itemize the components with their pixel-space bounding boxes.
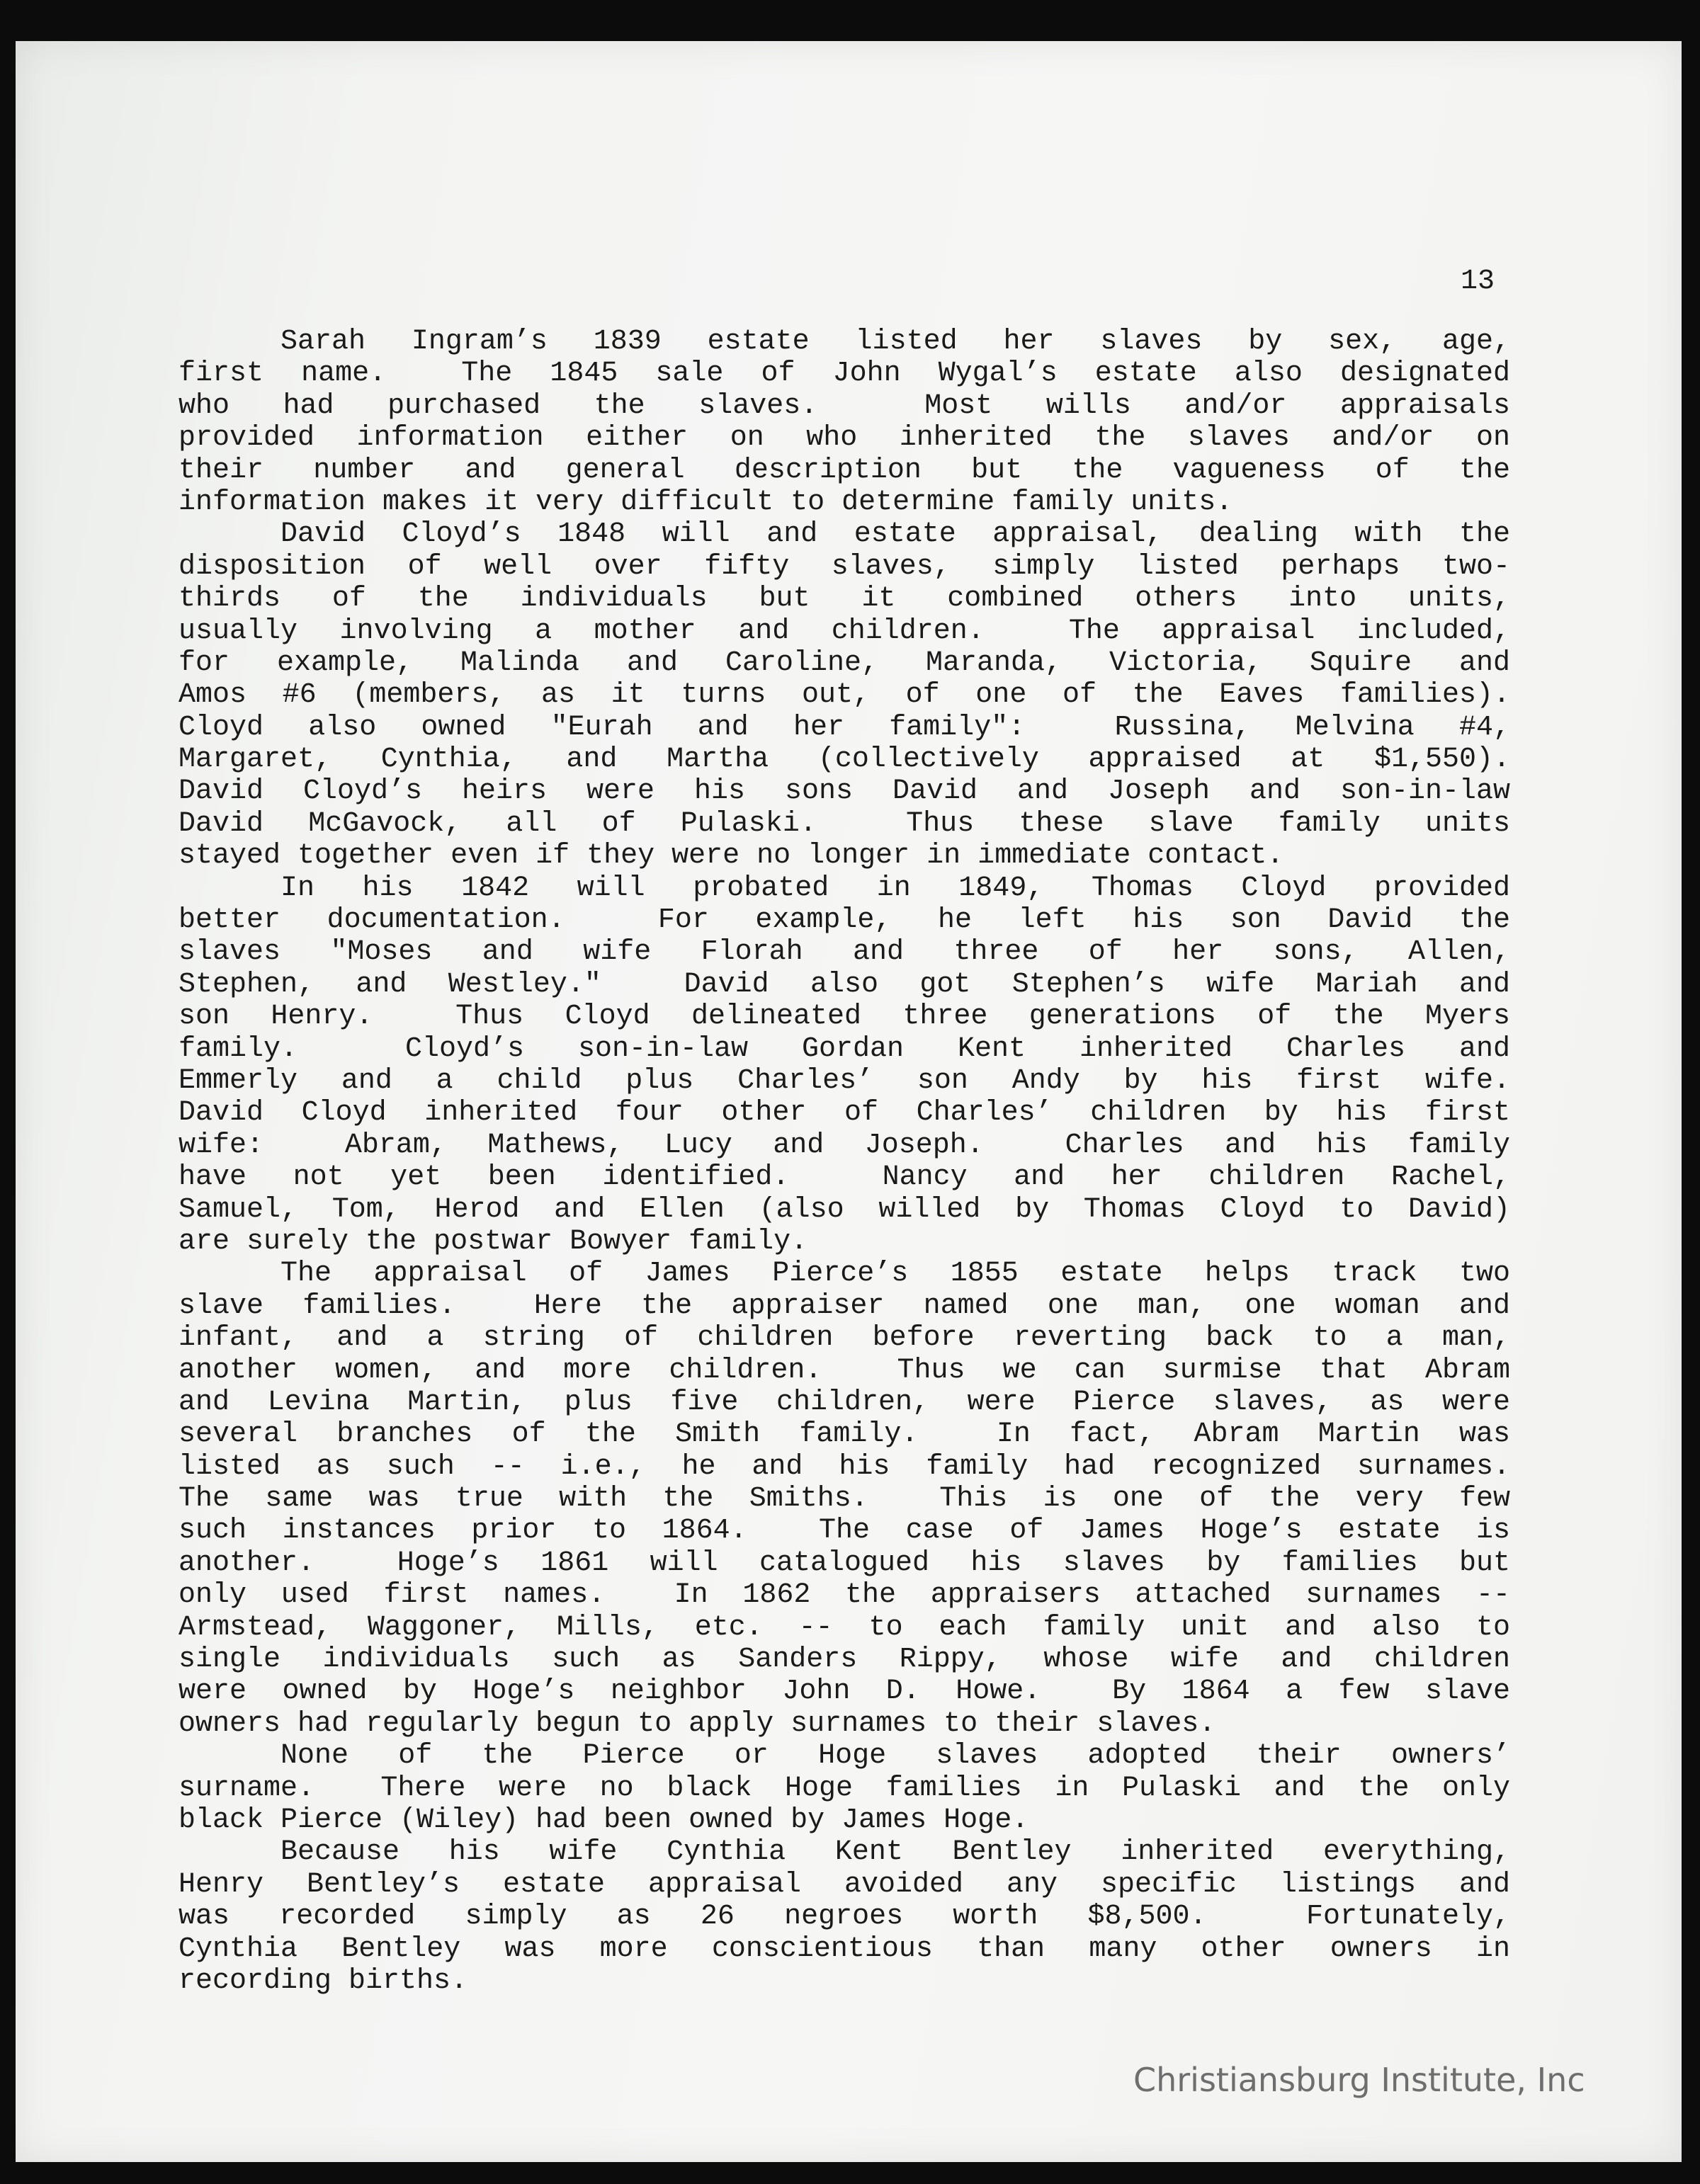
text-line: first name. The 1845 sale of John Wygal’s estate also designated bbox=[178, 358, 1510, 390]
text-line: infant, and a string of children before reverting back to a man, bbox=[178, 1322, 1510, 1355]
text-line: better documentation. For example, he left his son David the bbox=[178, 904, 1510, 937]
text-line: such instances prior to 1864. The case of James Hoge’s estate is bbox=[178, 1515, 1510, 1547]
document-page bbox=[16, 41, 1682, 2162]
text-line: black Pierce (Wiley) had been owned by James Hoge. bbox=[178, 1804, 1029, 1836]
text-line: David Cloyd inherited four other of Charles’ children by his first bbox=[178, 1097, 1510, 1130]
text-line: their number and general description but the vagueness of the bbox=[178, 454, 1510, 487]
text-line: None of the Pierce or Hoge slaves adopted their owners’ bbox=[280, 1740, 1510, 1773]
text-line: recording births. bbox=[178, 1964, 468, 1997]
text-line: thirds of the individuals but it combined others into units, bbox=[178, 583, 1510, 615]
text-line: are surely the postwar Bowyer family. bbox=[178, 1225, 808, 1258]
text-line: disposition of well over fifty slaves, simply listed perhaps two- bbox=[178, 550, 1510, 583]
text-line: listed as such -- i.e., he and his family had recognized surnames. bbox=[178, 1450, 1510, 1483]
text-line: another women, and more children. Thus we can surmise that Abram bbox=[178, 1354, 1510, 1387]
text-line: Stephen, and Westley." David also got Stephen’s wife Mariah and bbox=[178, 968, 1510, 1001]
text-line: Henry Bentley’s estate appraisal avoided any specific listings and bbox=[178, 1868, 1510, 1901]
body-text bbox=[178, 326, 1510, 1997]
text-line: Cloyd also owned "Eurah and her family": Russina, Melvina #4, bbox=[178, 711, 1510, 744]
text-line: David McGavock, all of Pulaski. Thus these slave family units bbox=[178, 807, 1510, 840]
text-line: information makes it very difficult to determine family units. bbox=[178, 486, 1233, 518]
text-line: Because his wife Cynthia Kent Bentley inherited everything, bbox=[280, 1836, 1510, 1869]
text-line: Margaret, Cynthia, and Martha (collectively appraised at $1,550). bbox=[178, 744, 1510, 776]
text-line: slave families. Here the appraiser named one man, one woman and bbox=[178, 1290, 1510, 1322]
text-line: owners had regularly begun to apply surnames to their slaves. bbox=[178, 1707, 1216, 1740]
text-line: family. Cloyd’s son-in-law Gordan Kent inherited Charles and bbox=[178, 1033, 1510, 1065]
text-line: usually involving a mother and children. The appraisal included, bbox=[178, 615, 1510, 647]
text-line: Sarah Ingram’s 1839 estate listed her slaves by sex, age, bbox=[280, 326, 1510, 358]
text-line: The appraisal of James Pierce’s 1855 estate helps track two bbox=[280, 1258, 1510, 1290]
text-line: Emmerly and a child plus Charles’ son Andy by his first wife. bbox=[178, 1064, 1510, 1097]
text-line: and Levina Martin, plus five children, were Pierce slaves, as were bbox=[178, 1386, 1510, 1418]
text-line: was recorded simply as 26 negroes worth $8,500. Fortunately, bbox=[178, 1901, 1510, 1933]
text-line: single individuals such as Sanders Rippy, whose wife and children bbox=[178, 1644, 1510, 1676]
text-line: were owned by Hoge’s neighbor John D. Howe. By 1864 a few slave bbox=[178, 1676, 1510, 1708]
text-line: only used first names. In 1862 the appraisers attached surnames -- bbox=[178, 1579, 1510, 1612]
text-line: who had purchased the slaves. Most wills and/or appraisals bbox=[178, 389, 1510, 422]
text-line: several branches of the Smith family. In fact, Abram Martin was bbox=[178, 1418, 1510, 1451]
text-line: In his 1842 will probated in 1849, Thomas Cloyd provided bbox=[280, 872, 1510, 904]
watermark: Christiansburg Institute, Inc bbox=[1133, 2061, 1585, 2099]
page-number: 13 bbox=[1461, 266, 1495, 297]
text-line: have not yet been identified. Nancy and her children Rachel, bbox=[178, 1161, 1510, 1194]
text-line: for example, Malinda and Caroline, Maranda, Victoria, Squire and bbox=[178, 647, 1510, 679]
text-line: Armstead, Waggoner, Mills, etc. -- to each family unit and also to bbox=[178, 1611, 1510, 1644]
text-line: Amos #6 (members, as it turns out, of one of the Eaves families). bbox=[178, 679, 1510, 712]
text-line: another. Hoge’s 1861 will catalogued his slaves by families but bbox=[178, 1547, 1510, 1579]
text-line: Cynthia Bentley was more conscientious than many other owners in bbox=[178, 1933, 1510, 1965]
text-line: son Henry. Thus Cloyd delineated three generations of the Myers bbox=[178, 1001, 1510, 1033]
text-line: wife: Abram, Mathews, Lucy and Joseph. Charles and his family bbox=[178, 1129, 1510, 1161]
text-line: provided information either on who inherited the slaves and/or on bbox=[178, 422, 1510, 455]
text-line: stayed together even if they were no longer in immediate contact. bbox=[178, 840, 1284, 872]
text-line: Samuel, Tom, Herod and Ellen (also willed by Thomas Cloyd to David) bbox=[178, 1193, 1510, 1226]
text-line: David Cloyd’s heirs were his sons David and Joseph and son-in-law bbox=[178, 775, 1510, 808]
text-line: slaves "Moses and wife Florah and three of her sons, Allen, bbox=[178, 936, 1510, 969]
text-line: surname. There were no black Hoge families in Pulaski and the only bbox=[178, 1772, 1510, 1804]
text-line: The same was true with the Smiths. This is one of the very few bbox=[178, 1483, 1510, 1515]
text-line: David Cloyd’s 1848 will and estate appraisal, dealing with the bbox=[280, 518, 1510, 551]
